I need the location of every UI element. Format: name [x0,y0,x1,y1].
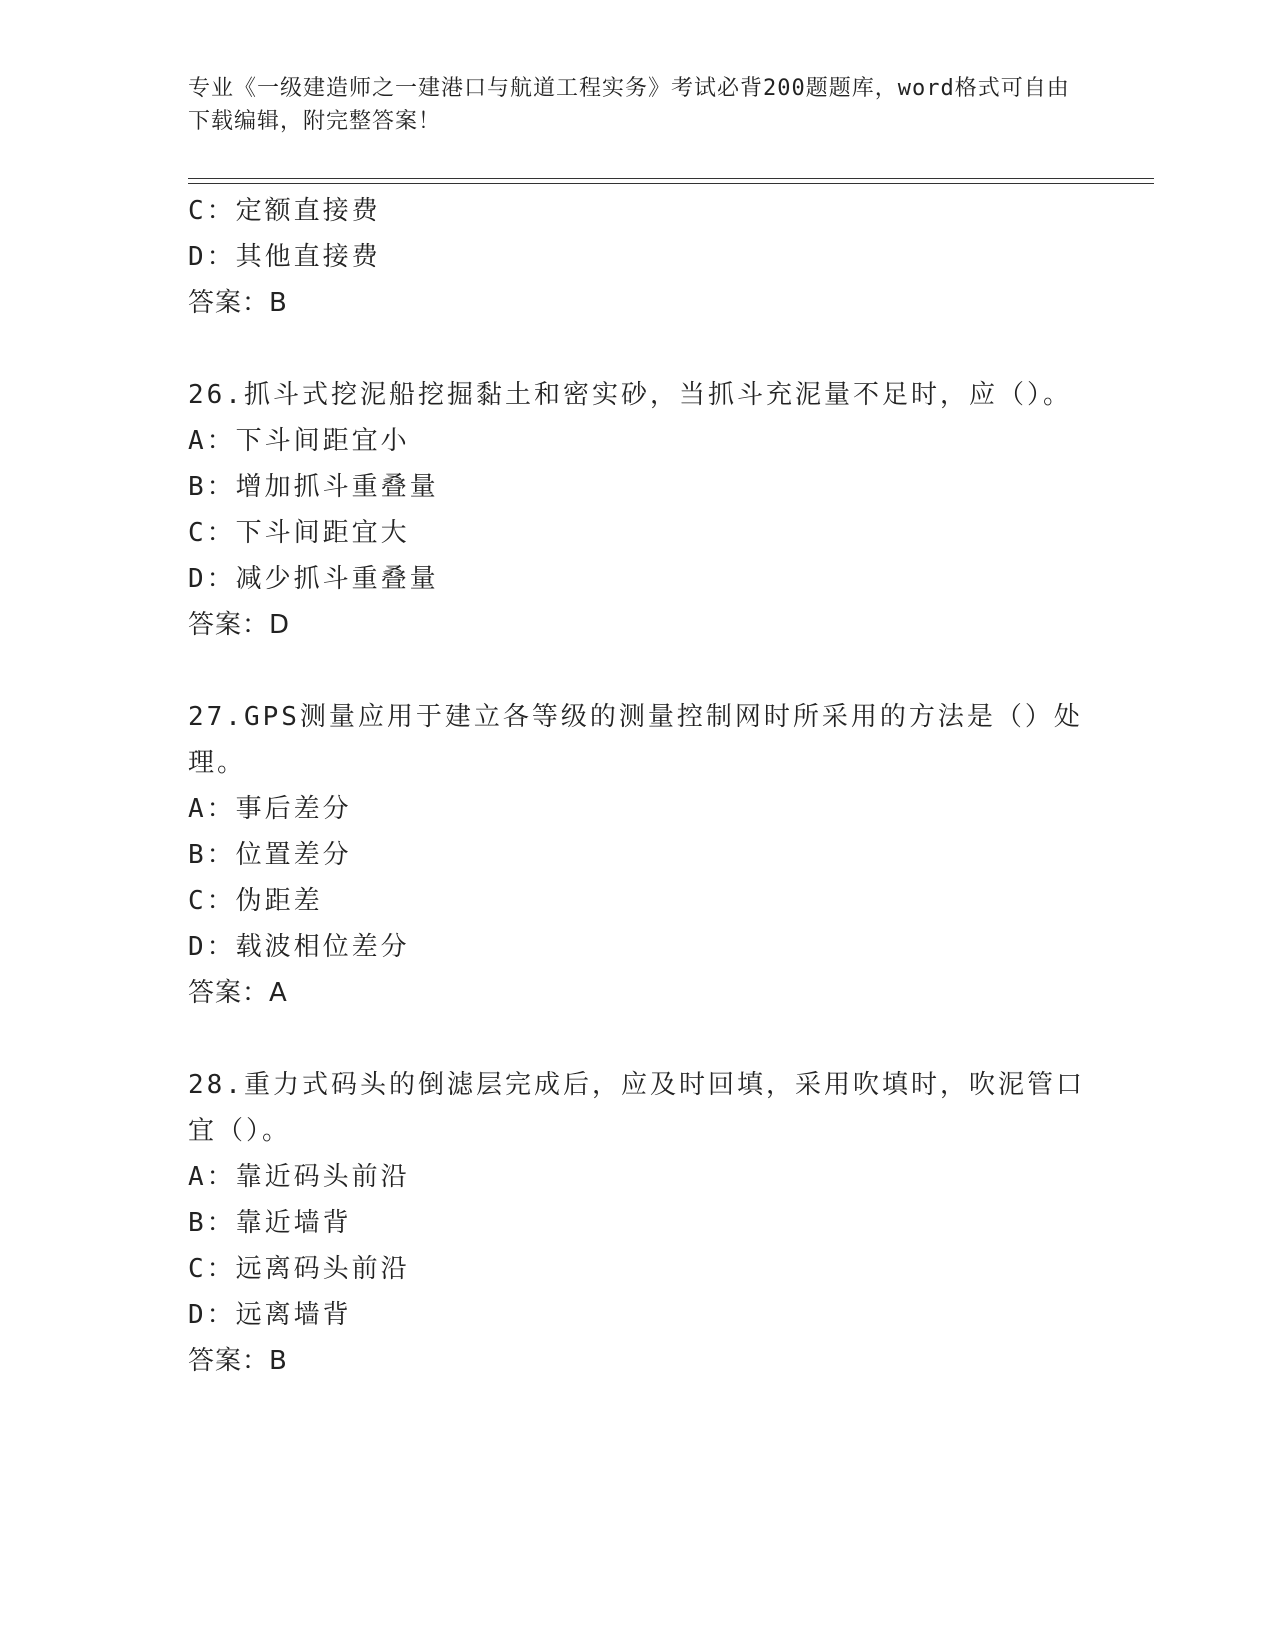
option-a: A：事后差分 [188,794,352,824]
question-28 [188,1062,1088,1384]
option-d: D：减少抓斗重叠量 [188,564,439,594]
question-26 [188,372,1088,648]
prev-answer: 答案：B [188,288,288,318]
spacer [188,326,1088,372]
document-header: 专业《一级建造师之一建港口与航道工程实务》考试必背200题题库，word格式可自由下载编辑，附完整答案！ [188,76,1070,134]
option-d: D：载波相位差分 [188,932,410,962]
question-stem: 27.GPS测量应用于建立各等级的测量控制网时所采用的方法是（）处理。 [188,702,1083,778]
answer: 答案：D [188,610,291,640]
question-stem: 28.重力式码头的倒滤层完成后，应及时回填，采用吹填时，吹泥管口宜（）。 [188,1070,1085,1146]
question-27 [188,694,1088,1016]
option-b: B：靠近墙背 [188,1208,352,1238]
option-b: B：位置差分 [188,840,352,870]
answer: 答案：A [188,978,288,1008]
option-a: A：靠近码头前沿 [188,1162,410,1192]
option-d: D：远离墙背 [188,1300,352,1330]
prev-option-d: D：其他直接费 [188,242,381,272]
option-c: C：下斗间距宜大 [188,518,410,548]
spacer [188,648,1088,694]
spacer [188,1016,1088,1062]
option-c: C：伪距差 [188,886,323,916]
answer: 答案：B [188,1346,288,1376]
option-c: C：远离码头前沿 [188,1254,410,1284]
question-content [188,188,1088,1384]
option-b: B：增加抓斗重叠量 [188,472,439,502]
header-divider-bottom [188,183,1154,184]
header-divider-top [188,178,1154,179]
option-a: A：下斗间距宜小 [188,426,410,456]
prev-option-c: C：定额直接费 [188,196,381,226]
question-stem: 26.抓斗式挖泥船挖掘黏土和密实砂，当抓斗充泥量不足时，应（）。 [188,380,1072,410]
